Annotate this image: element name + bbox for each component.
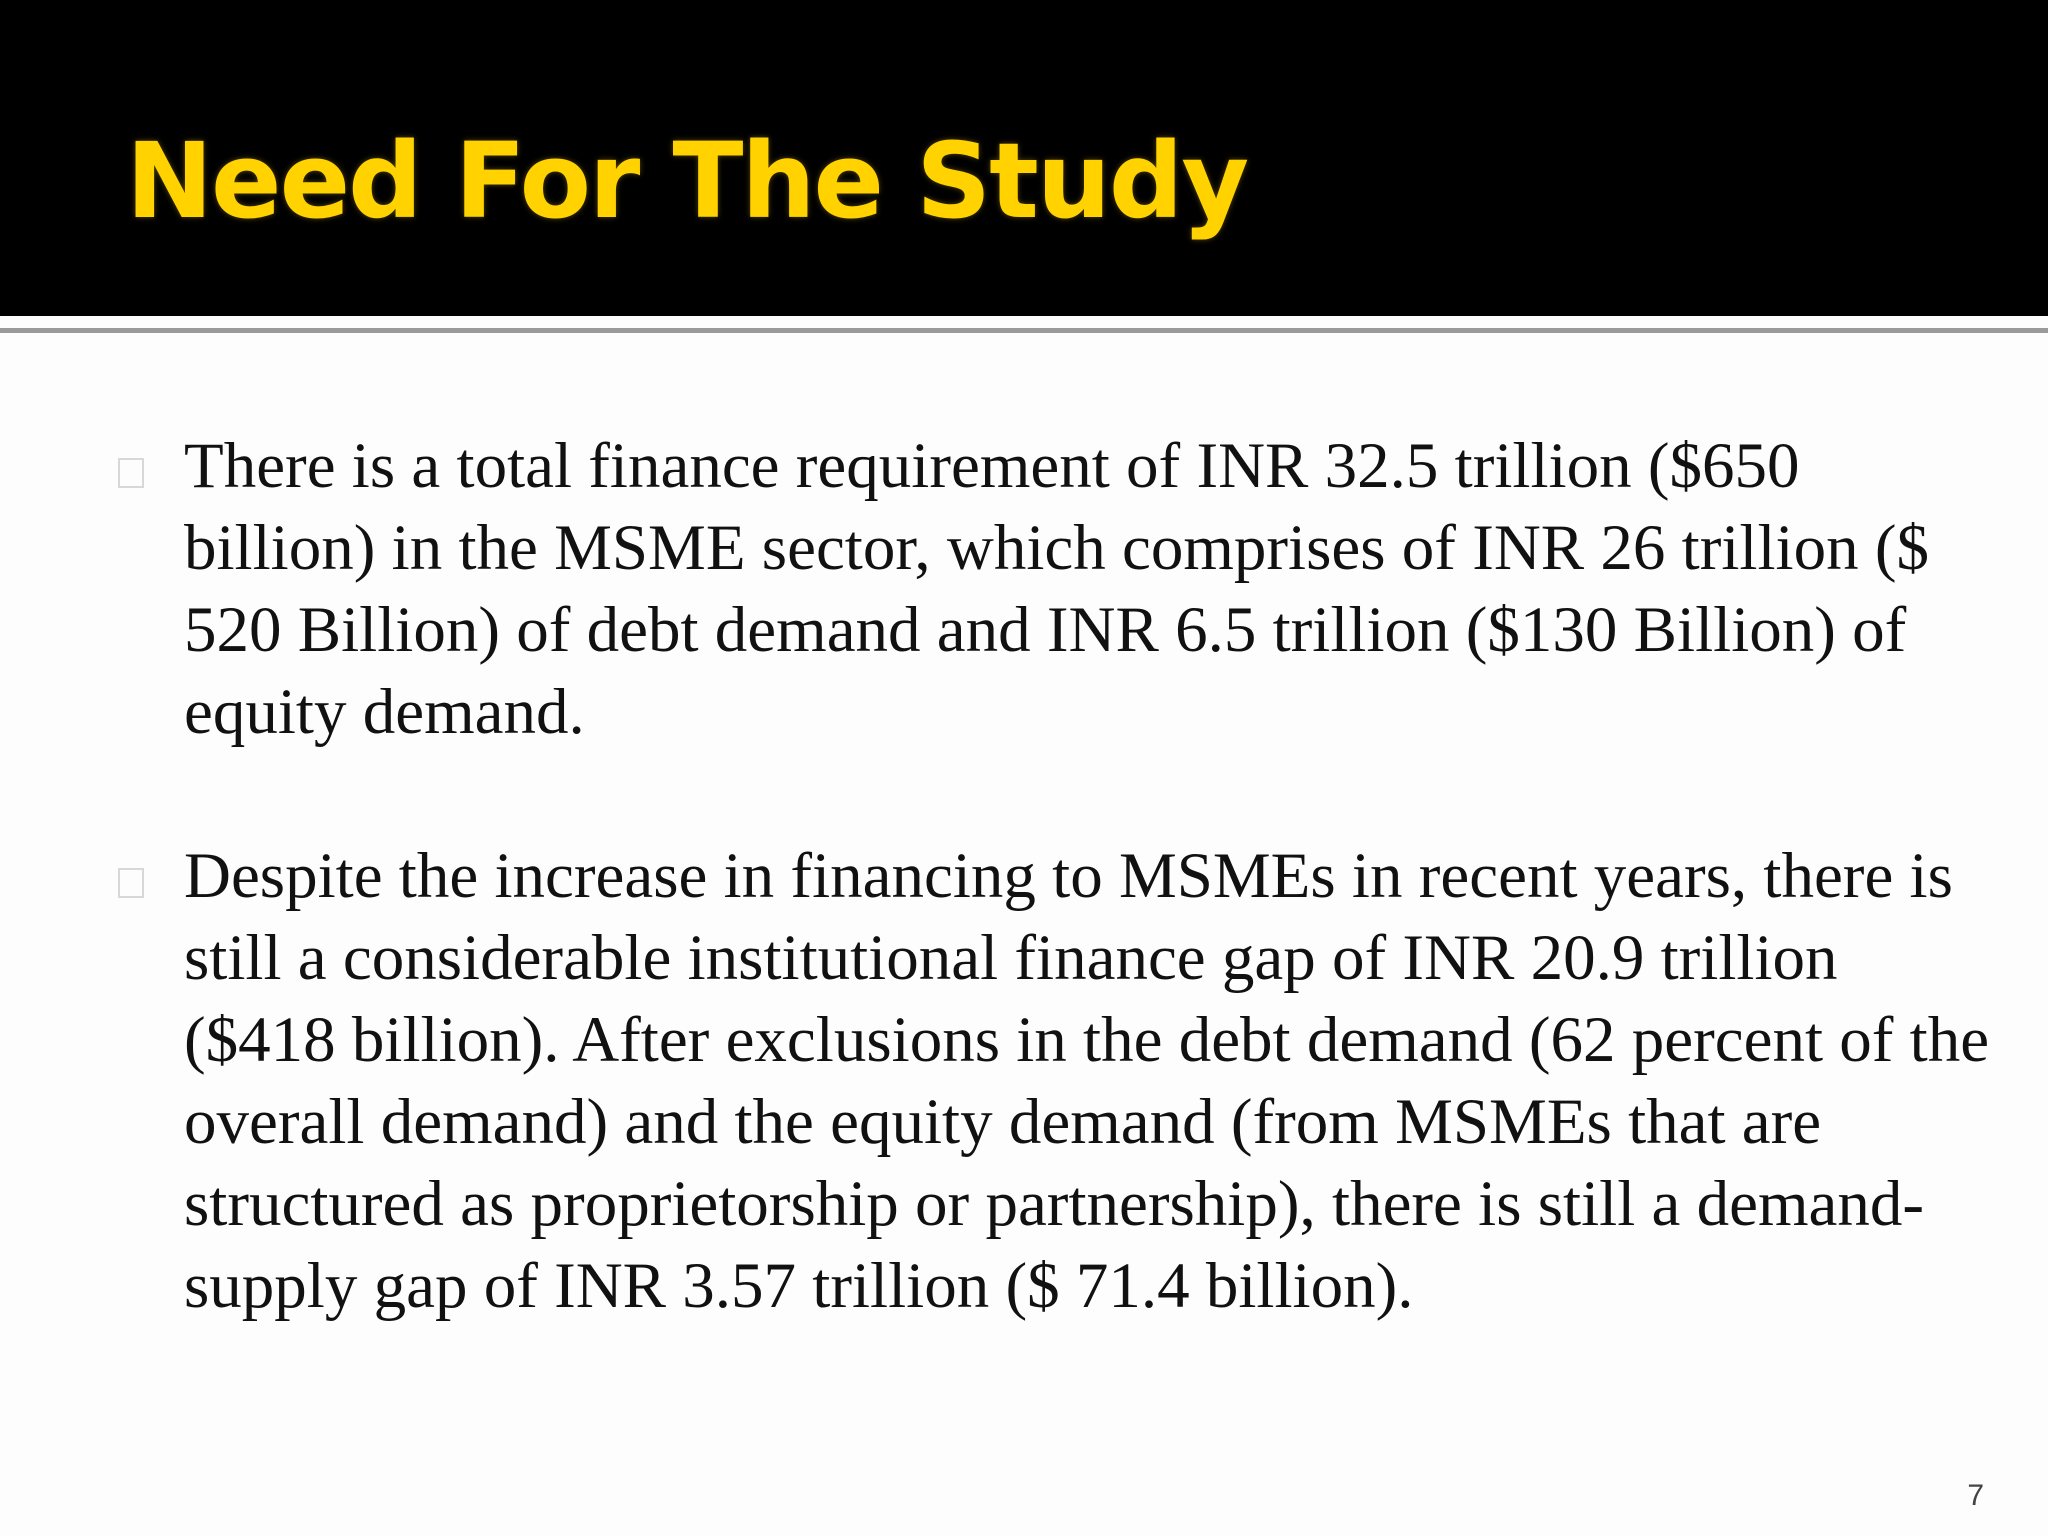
- square-bullet-icon: [118, 458, 144, 488]
- title-bar: [0, 0, 2048, 316]
- bullet-item: [116, 835, 1996, 1327]
- bullet-list: [116, 425, 1996, 1327]
- page-number: 7: [1967, 1479, 1984, 1512]
- square-bullet-icon: [118, 868, 144, 898]
- slide-title: Need For The Study: [126, 120, 1248, 242]
- bullet-text: There is a total finance requirement of INR 32.5 trillion ($650 billion) in the MSME sector, which comprises of INR 26 trillion ($ 520 Billion) of debt demand and INR 6.5 trillion ($130 Billion) of equity demand.: [184, 430, 1929, 748]
- bullet-text: Despite the increase in financing to MSMEs in recent years, there is still a considerable institutional finance gap of INR 20.9 trillion ($418 billion). After exclusions in the debt demand (62 percent of the overall demand) and the equity demand (from MSMEs that are structured as proprietorship or partnership), there is still a demand-supply gap of INR 3.57 trillion ($ 71.4 billion).: [184, 840, 1990, 1322]
- header-divider: [0, 328, 2048, 333]
- bullet-item: [116, 425, 1996, 753]
